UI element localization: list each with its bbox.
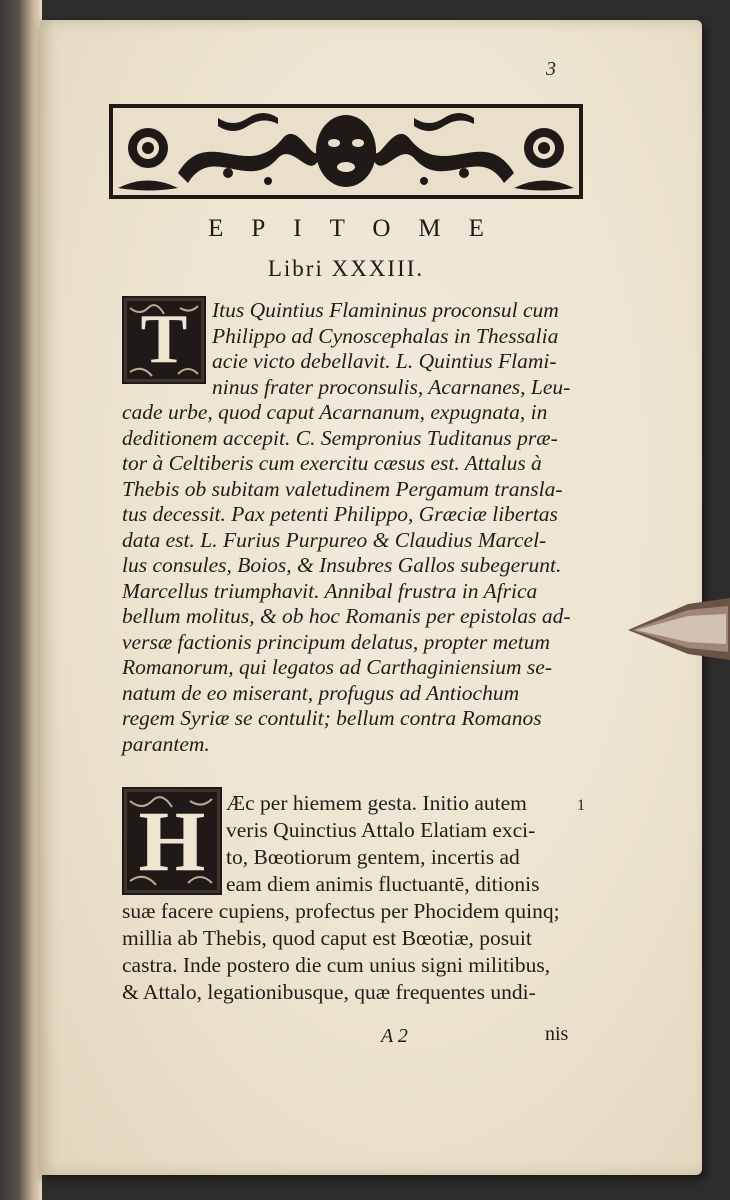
epitome-line: Marcellus triumphavit. Annibal frustra in Africa — [122, 578, 538, 603]
initial-letter: T — [140, 301, 188, 378]
decorated-initial-t — [122, 296, 206, 384]
epitome-line: versæ factionis principum delatus, propter metum — [122, 629, 550, 654]
epitome-line: tus decessit. Pax petenti Philippo, Græciæ libertas — [122, 502, 558, 526]
epitome-line: Thebis ob subitam valetudinem Pergamum transla- — [122, 476, 563, 501]
marginal-note-number: 1 — [577, 797, 585, 814]
page-subtitle: Libri XXXIII. — [267, 256, 425, 281]
signature-mark: A 2 — [381, 1025, 408, 1047]
page-title: EPITOME — [208, 215, 512, 242]
decorated-initial-h — [122, 787, 222, 895]
main-text-line: Æc per hiemem gesta. Initio autem — [226, 791, 527, 815]
epitome-line: Romanorum, qui legatos ad Carthaginiensium se- — [122, 655, 552, 679]
main-text-line: eam diem animis fluctuantē, ditionis — [226, 872, 540, 896]
epitome-line: parantem. — [122, 731, 210, 756]
page-number: 3 — [546, 58, 556, 80]
epitome-line: cade urbe, quod caput Acarnanum, expugnata, in — [122, 400, 548, 424]
book-binding — [0, 0, 42, 1200]
epitome-line: ninus frater proconsulis, Acarnanes, Leu- — [212, 374, 571, 399]
initial-ornament-icon — [124, 789, 220, 893]
epitome-line: regem Syriæ se contulit; bellum contra Romanos — [122, 706, 542, 730]
initial-letter: H — [138, 793, 206, 889]
catchword: nis — [545, 1023, 569, 1045]
epitome-line: Philippo ad Cynoscephalas in Thessalia — [212, 323, 559, 348]
main-text-line: to, Bœotiorum gentem, incertis ad — [226, 845, 520, 869]
ornamental-headpiece — [108, 103, 584, 200]
main-text-line: millia ab Thebis, quod caput est Bœotiæ, posuit — [122, 926, 532, 950]
epitome-line: natum de eo miserant, profugus ad Antiochum — [122, 680, 520, 705]
epitome-line: Itus Quintius Flamininus proconsul cum — [212, 298, 559, 322]
main-text-line: & Attalo, legationibusque, quæ frequentes undi- — [122, 980, 536, 1004]
epitome-line: bellum molitus, & ob hoc Romanis per epistolas ad- — [122, 604, 571, 628]
epitome-line: deditionem accepit. C. Sempronius Tuditanus præ- — [122, 425, 558, 450]
epitome-line: lus consules, Boios, & Insubres Gallos subegerunt. — [122, 553, 562, 577]
epitome-line: tor à Celtiberis cum exercitu cæsus est. Attalus à — [122, 451, 542, 475]
main-text-line: castra. Inde postero die cum unius signi militibus, — [122, 953, 551, 977]
main-text-line: veris Quinctius Attalo Elatiam exci- — [226, 818, 536, 842]
epitome-line: acie victo debellavit. L. Quintius Flami- — [212, 349, 557, 373]
main-text-line: suæ facere cupiens, profectus per Phocidem quinq; — [122, 899, 560, 923]
initial-ornament-icon — [124, 298, 204, 382]
epitome-line: data est. L. Furius Purpureo & Claudius Marcel- — [122, 527, 547, 552]
page-holder-weight-icon — [628, 598, 730, 660]
